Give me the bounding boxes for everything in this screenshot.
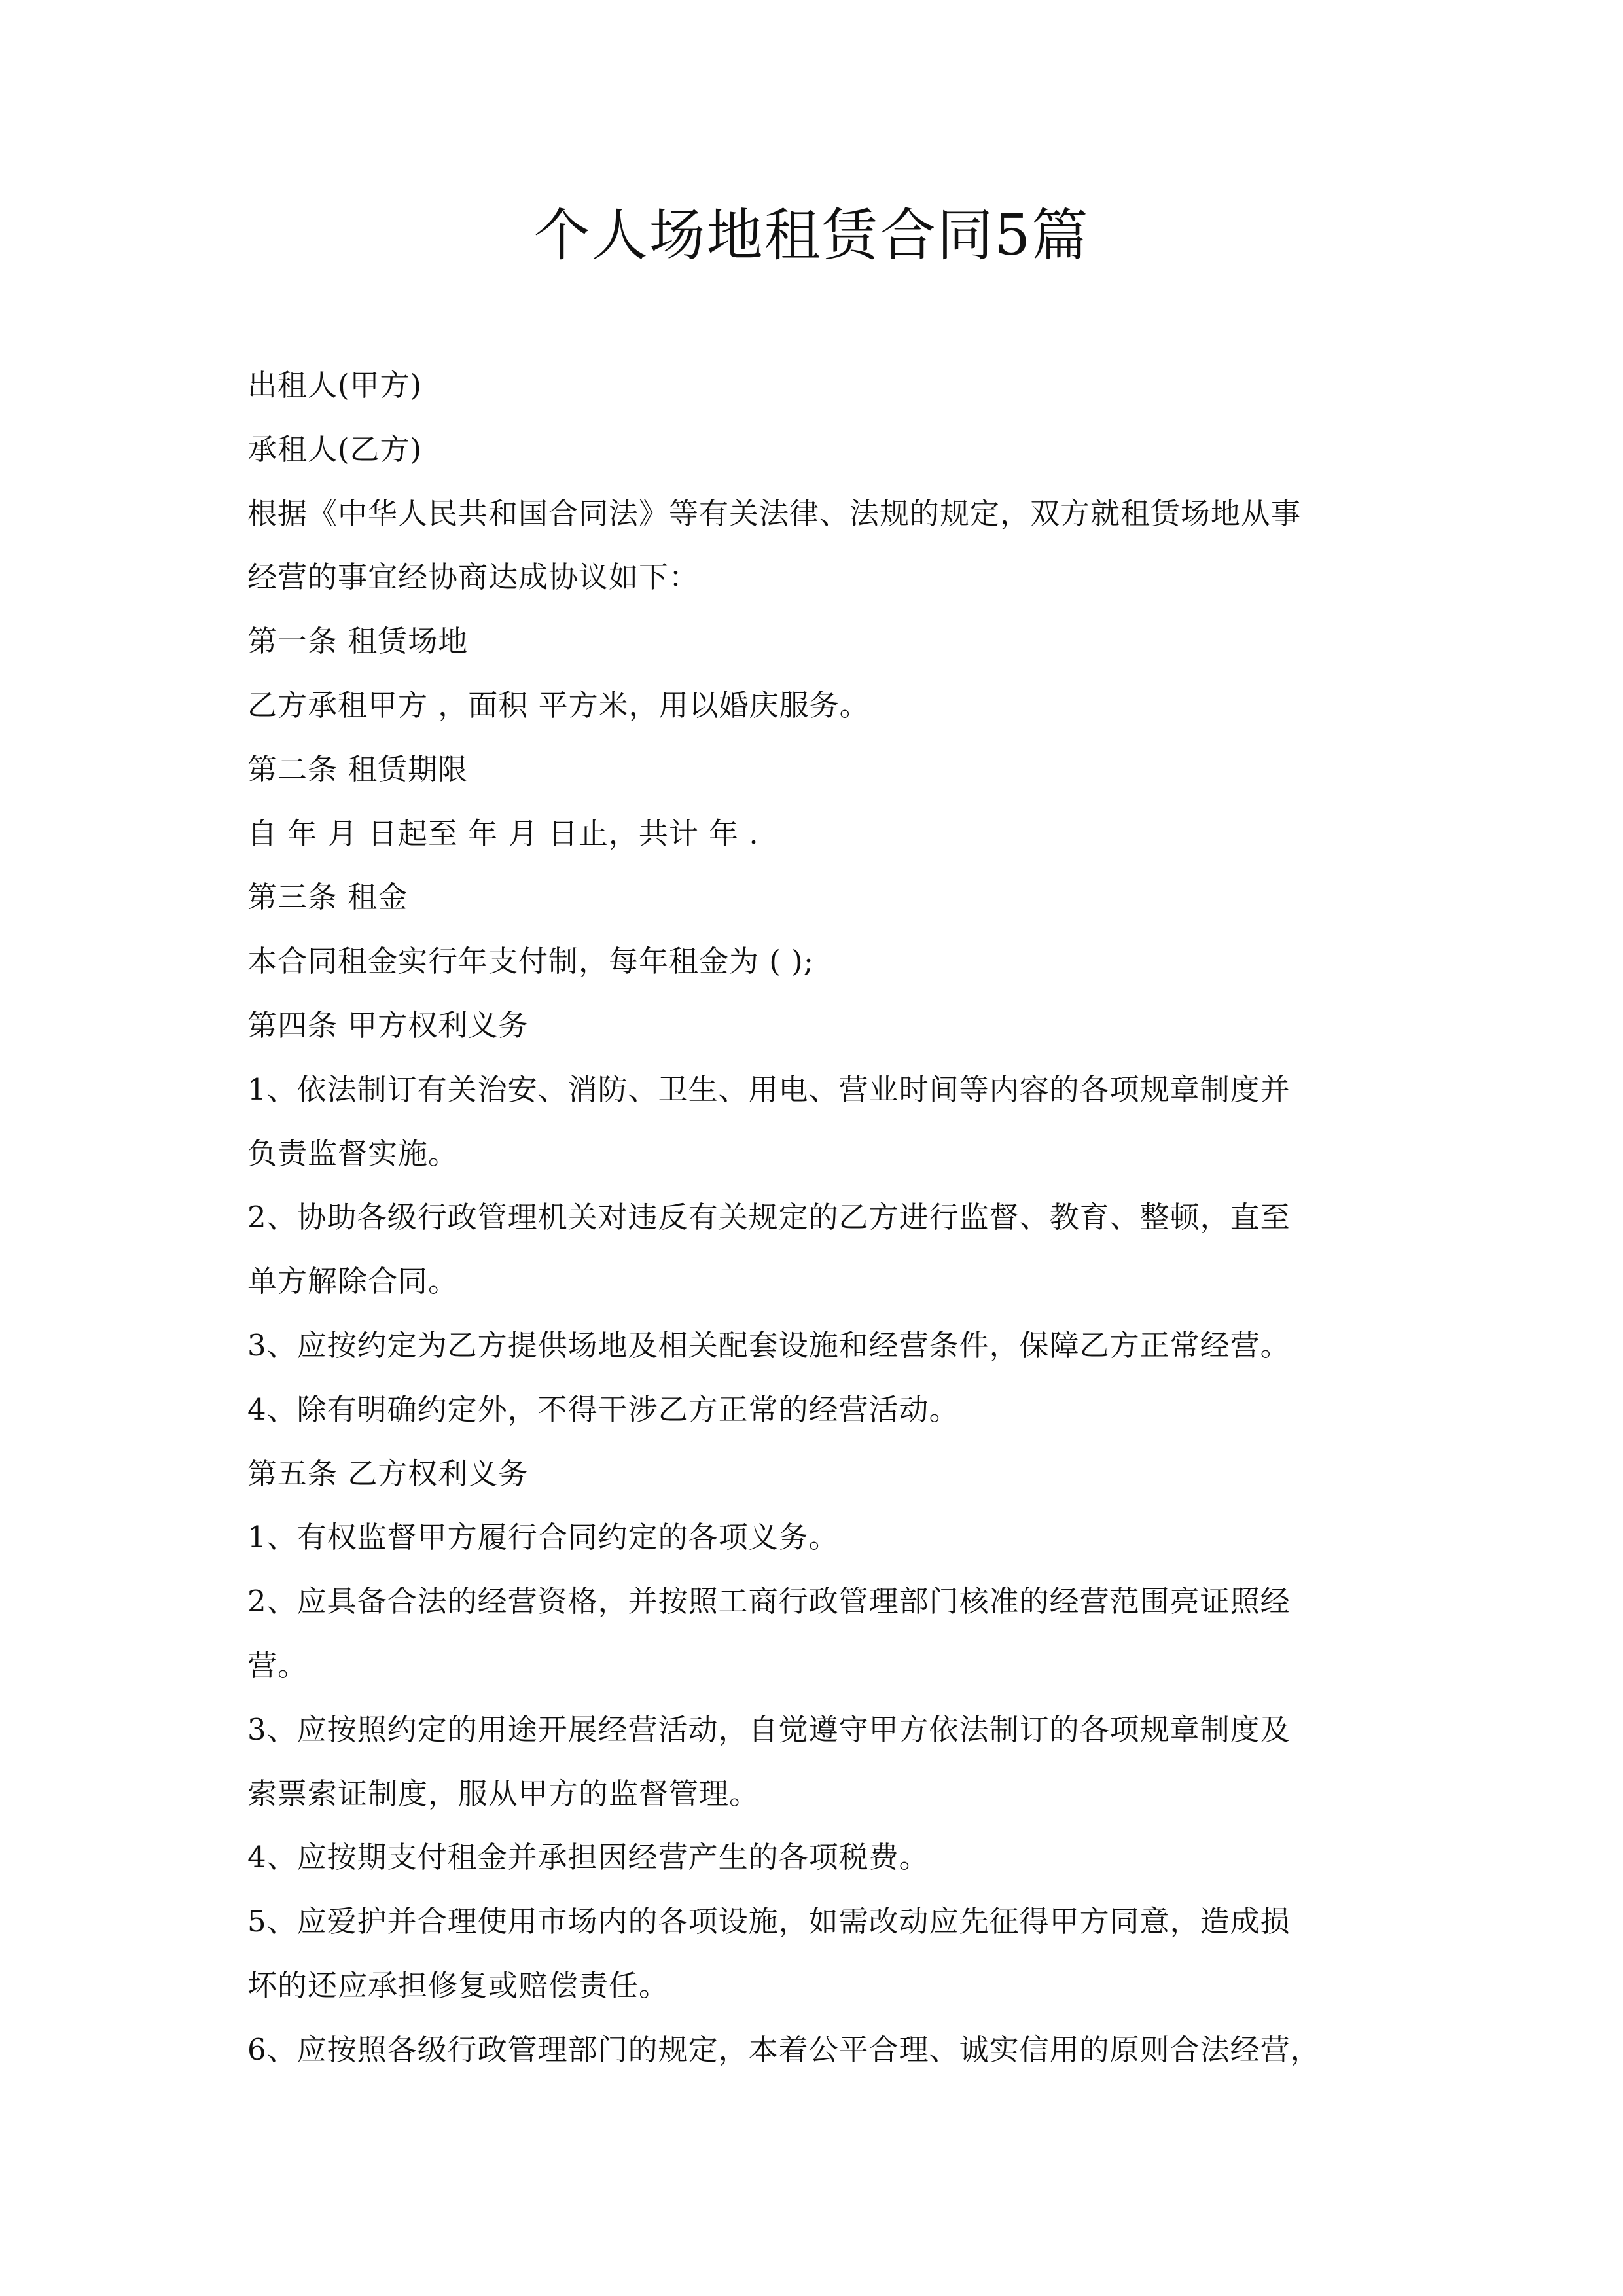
text-line: 4、除有明确约定外，不得干涉乙方正常的经营活动。 [247, 1391, 959, 1427]
text-line: 自 年 月 日起至 年 月 日止，共计 年 . [247, 816, 759, 851]
text-line: 1、依法制订有关治安、消防、卫生、用电、营业时间等内容的各项规章制度并 [247, 1071, 1291, 1107]
document-title: 个人场地租赁合同5篇 [533, 203, 1090, 268]
section-heading: 第四条 甲方权利义务 [247, 1007, 529, 1043]
text-line: 2、应具备合法的经营资格，并按照工商行政管理部门核准的经营范围亮证照经 [247, 1584, 1291, 1619]
text-line: 4、应按期支付租金并承担因经营产生的各项税费。 [247, 1840, 929, 1875]
text-line: 5、应爱护并合理使用市场内的各项设施，如需改动应先征得甲方同意，造成损 [247, 1904, 1291, 1939]
section-heading: 第二条 租赁期限 [247, 751, 469, 787]
text-line: 本合同租金实行年支付制，每年租金为 ( ); [247, 944, 814, 979]
text-line: 1、有权监督甲方履行合同约定的各项义务。 [247, 1520, 839, 1555]
text-line: 索票索证制度，服从甲方的监督管理。 [247, 1776, 760, 1811]
text-line: 乙方承租甲方 ，面积 平方米，用以婚庆服务。 [247, 687, 870, 723]
text-line: 负责监督实施。 [247, 1136, 459, 1171]
text-line: 3、应按照约定的用途开展经营活动，自觉遵守甲方依法制订的各项规章制度及 [247, 1712, 1291, 1747]
text-line: 经营的事宜经协商达成协议如下： [247, 560, 700, 595]
text-line: 3、应按约定为乙方提供场地及相关配套设施和经营条件，保障乙方正常经营。 [247, 1327, 1291, 1363]
text-line: 营。 [247, 1647, 308, 1683]
text-line: 坏的还应承担修复或赔偿责任。 [247, 1967, 669, 2003]
section-heading: 第三条 租金 [247, 880, 408, 915]
text-line: 单方解除合同。 [247, 1264, 459, 1299]
section-heading: 第一条 租赁场地 [247, 624, 469, 659]
text-line: 根据《中华人民共和国合同法》等有关法律、法规的规定，双方就租赁场地从事 [247, 495, 1302, 531]
text-line: 承租人(乙方) [247, 431, 423, 467]
text-line: 出租人(甲方) [247, 368, 423, 403]
section-heading: 第五条 乙方权利义务 [247, 1456, 529, 1491]
text-line: 2、协助各级行政管理机关对违反有关规定的乙方进行监督、教育、整顿，直至 [247, 1200, 1291, 1235]
document-body [247, 353, 1386, 2082]
text-line: 6、应按照各级行政管理部门的规定，本着公平合理、诚实信用的原则合法经营， [247, 2032, 1321, 2067]
